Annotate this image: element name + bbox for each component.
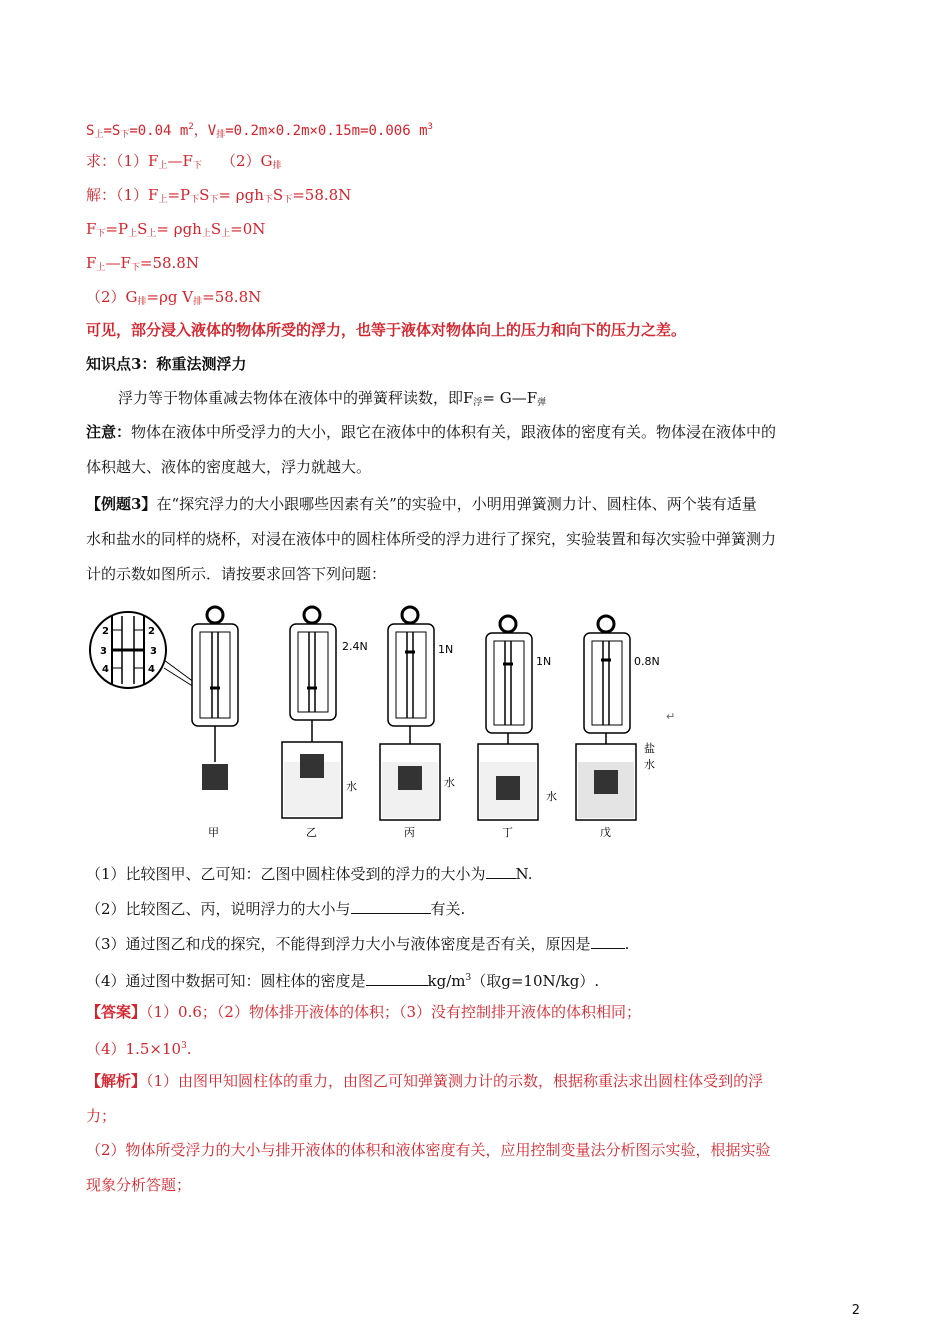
analysis-line-4: 现象分析答题； <box>86 1176 192 1194</box>
knowledge-body: 浮力等于物体重减去物体在液体中的弹簧秤读数，即$F_浮=$ $G—F_弹$ <box>118 389 547 408</box>
mag-tick: 4 <box>102 664 109 675</box>
analysis-line-3: （2）物体所受浮力的大小与排开液体的体积和液体密度有关，应用控制变量法分析图示实验，根据实验 <box>86 1141 771 1159</box>
question-3: （3）通过图乙和戊的探究，不能得到浮力大小与液体密度是否有关，原因是 . <box>86 935 630 953</box>
answer-line-2: $(4)1.5\times 10^3$. <box>86 1040 192 1058</box>
knowledge-heading: 知识点3：称重法测浮力 <box>86 355 247 373</box>
given-line: $S_上=S_下=0.04$ $m^2$，$V_排=0.2m\times 0.2m\times 0.15m=0.006$ $m^3$ <box>86 122 433 140</box>
mag-tick: 4 <box>148 664 155 675</box>
solve-line-4: $(2)G_排=\rho g$ $V_排=58.8N$ <box>86 288 262 307</box>
ask-line: 求：$(1)F_上—F_下$ $(2)G_排$ <box>86 152 282 171</box>
example-line-3: 计的示数如图所示．请按要求回答下列问题： <box>86 565 387 583</box>
question-1: （1）比较图甲、乙可知：乙图中圆柱体受到的浮力的大小为 N. <box>86 865 533 883</box>
spring-scale-bing <box>380 607 440 820</box>
liquid-label: 水 <box>546 790 557 803</box>
conclusion-text: 可见，部分浸入液体的物体所受的浮力，也等于液体对物体向上的压力和向下的压力之差。 <box>86 321 687 339</box>
mag-tick: 2 <box>148 626 155 637</box>
liquid-label: 水 <box>346 780 357 793</box>
question-4: （4）通过图中数据可知：圆柱体的密度是 $kg/m^3$（取g=10N/kg）. <box>86 972 600 990</box>
caption-jia: 甲 <box>208 826 219 839</box>
caption-yi: 乙 <box>306 826 317 839</box>
question-2: （2）比较图乙、丙，说明浮力的大小与 有关. <box>86 900 466 918</box>
mag-tick: 2 <box>102 626 109 637</box>
liquid-label: 水 <box>644 758 655 771</box>
reading-wu: 0.8N <box>634 655 660 668</box>
magnifier <box>90 612 202 692</box>
note-line-2: 体积越大、液体的密度越大，浮力就越大。 <box>86 458 372 476</box>
caption-wu: 戊 <box>600 826 611 839</box>
mag-tick: 3 <box>150 646 157 657</box>
analysis-line-1: 【解析】（1）由图甲知圆柱体的重力，由图乙可知弹簧测力计的示数，根据称重法求出圆柱体受到的浮 <box>86 1072 764 1090</box>
example-line-1: 【例题3】在“探究浮力的大小跟哪些因素有关”的实验中，小明用弹簧测力计、圆柱体、两个装有适量 <box>86 495 757 513</box>
reading-yi: 2.4N <box>342 640 368 653</box>
analysis-line-2: 力； <box>86 1107 117 1125</box>
return-mark: ↵ <box>666 710 676 723</box>
liquid-label: 水 <box>444 776 455 789</box>
answer-line-1: 【答案】（1）0.6；（2）物体排开液体的体积；（3）没有控制排开液体的体积相同； <box>86 1003 642 1021</box>
mag-tick: 3 <box>100 646 107 657</box>
solve-line-2: $F_下=P_上S_上= \rho gh_上S_上=0N$ <box>86 220 266 239</box>
solve-line-1: 解：$(1)F_上=P_下S_下= \rho gh_下S_下=58.8N$ <box>86 186 352 205</box>
example-line-2: 水和盐水的同样的烧杯，对浸在液体中的圆柱体所受的浮力进行了探究，实验装置和每次实验中弹簧测力 <box>86 530 777 548</box>
reading-ding: 1N <box>536 655 552 668</box>
caption-bing: 丙 <box>404 826 415 839</box>
caption-ding: 丁 <box>502 826 513 839</box>
reading-bing: 1N <box>438 643 454 656</box>
experiment-figure <box>84 602 684 842</box>
spring-scale-wu <box>576 616 636 820</box>
page-number: 2 <box>851 1303 860 1318</box>
spring-scale-jia <box>192 607 238 790</box>
liquid-label: 盐 <box>644 742 655 755</box>
note-line-1: 注意：物体在液体中所受浮力的大小，跟它在液体中的体积有关，跟液体的密度有关。物体浸在液体中的 <box>86 423 777 441</box>
spring-scale-yi <box>282 607 342 818</box>
spring-scale-ding <box>478 616 538 820</box>
solve-line-3: $F_上—F_下=58.8N$ <box>86 254 199 273</box>
